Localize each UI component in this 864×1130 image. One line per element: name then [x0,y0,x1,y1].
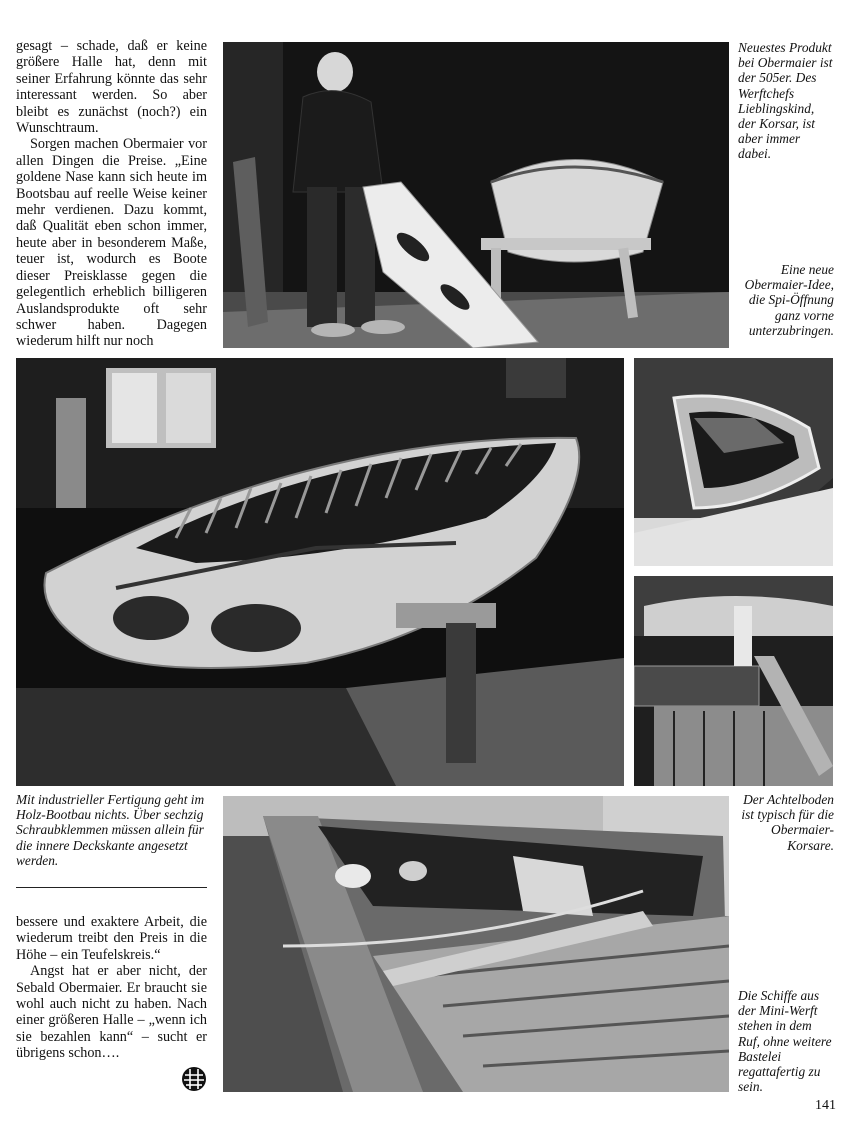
end-mark-icon [181,1066,207,1092]
caption-achtelboden: Der Achtelboden ist typisch für die Obermaier-Korsare. [741,792,834,853]
article-text-bottom [16,914,207,1062]
paragraph: Angst hat er aber nicht, der Sebald Obermaier. Er braucht sie wohl auch nicht zu haben. Nach einer größeren Halle – „wenn ich sie bezahlen kann“ – sucht er übrigens schon…. [16,963,207,1062]
caption-industrial-production: Mit industrieller Fertigung geht im Holz-Bootbau nichts. Über sechzig Schraubklemmen müssen allein für die innere Deckskante angesetzt werden. [16,792,205,868]
photo-hull-clamps [16,358,624,786]
divider [16,887,207,888]
caption-505: Neuestes Produkt bei Obermaier ist der 505er. Des Werftchefs Lieblingskind, der Korsar, ist aber immer dabei. [738,40,833,162]
caption-spi-opening: Eine neue Obermaier-Idee, die Spi-Öffnung ganz vorne unterzubringen. [744,262,834,338]
photo-dinghy-cockpit [223,796,729,1092]
article-text-top [16,38,207,350]
photo-builder-505 [223,42,729,348]
photo-spi-opening [634,358,833,566]
page-number: 141 [815,1098,836,1113]
paragraph: bessere und exaktere Arbeit, die wiederum treibt den Preis in die Höhe – ein Teufelskreis.“ [16,914,207,963]
caption-mini-werft: Die Schiffe aus der Mini-Werft stehen in dem Ruf, ohne weitere Bastelei regattafertig zu sein. [738,988,832,1095]
paragraph: gesagt – schade, daß er keine größere Halle hat, denn mit seiner Erfahrung könnte das sehr interessant werden. So aber bleibt es zunächst (noch?) ein Wunschtraum. [16,38,207,137]
paragraph: Sorgen machen Obermaier vor allen Dingen die Preise. „Eine goldene Nase kann sich heute im Bootsbau auf reelle Weise keiner mehr verdienen. Dazu kommt, daß Qualität eben schon immer, heute aber in besonderem Maße, teuer ist, wodurch es Boote dieser Preisklasse gegen die gelegentlich erheblich billigeren Auslandsprodukte oft sehr schwer haben. Dagegen wiederum hilft nur noch [16,136,207,350]
photo-achtelboden [634,576,833,786]
